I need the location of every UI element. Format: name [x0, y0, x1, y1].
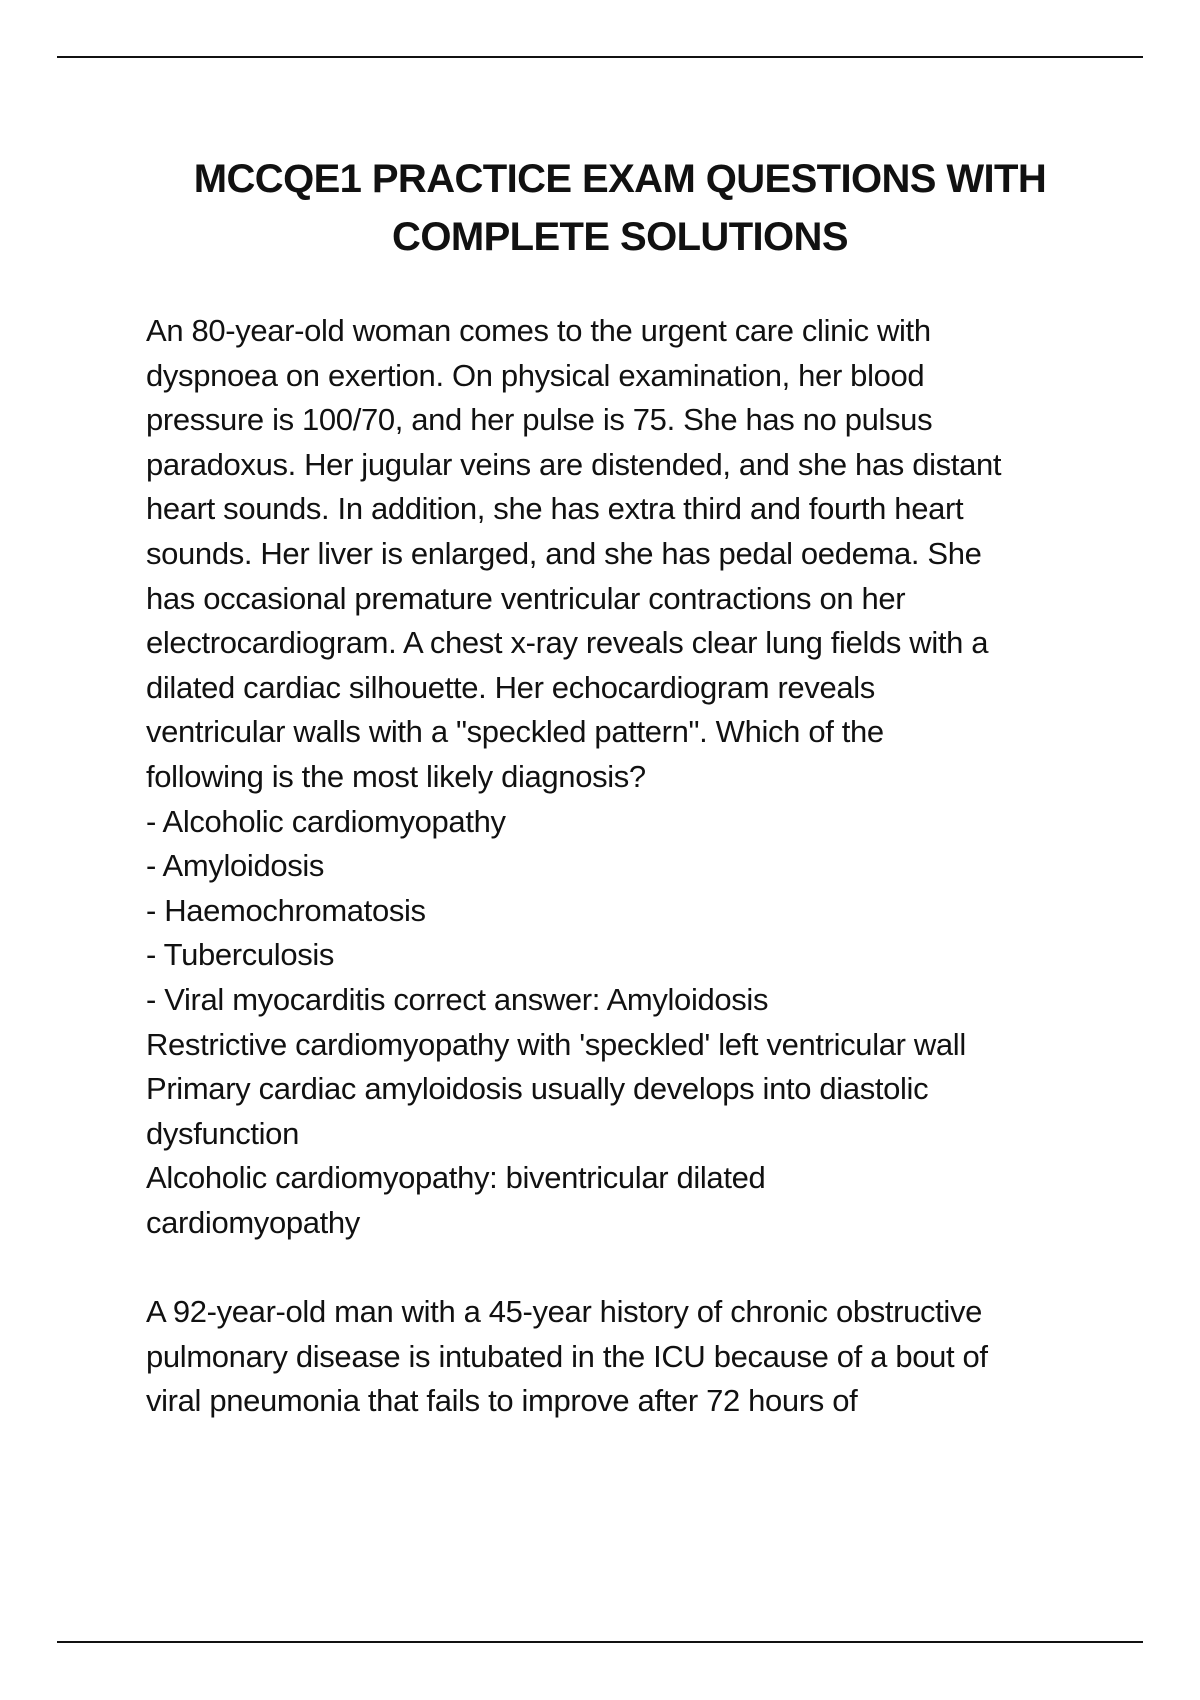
paragraph-gap	[146, 1245, 1146, 1290]
text-line: heart sounds. In addition, she has extra third and fourth heart	[146, 491, 964, 527]
question-1	[146, 309, 1146, 1245]
text-line: Restrictive cardiomyopathy with 'speckled' left ventricular wall	[146, 1026, 966, 1062]
text-line: Alcoholic cardiomyopathy: biventricular dilated	[146, 1160, 766, 1196]
text-line: has occasional premature ventricular contractions on her	[146, 580, 906, 616]
document-title	[120, 150, 1120, 266]
question-1-stem	[146, 309, 1146, 800]
text-line: dyspnoea on exertion. On physical examination, her blood	[146, 357, 925, 393]
question-1-options	[146, 800, 1146, 1023]
answer-option: - Viral myocarditis correct answer: Amyloidosis	[146, 981, 769, 1017]
text-line: sounds. Her liver is enlarged, and she has pedal oedema. She	[146, 535, 982, 571]
bottom-rule	[57, 1641, 1143, 1643]
text-line: cardiomyopathy	[146, 1204, 360, 1240]
text-line: pulmonary disease is intubated in the ICU because of a bout of	[146, 1338, 988, 1374]
question-2-stem	[146, 1290, 1146, 1424]
text-line: pressure is 100/70, and her pulse is 75. She has no pulsus	[146, 402, 933, 438]
answer-option: - Haemochromatosis	[146, 892, 426, 928]
text-line: ventricular walls with a "speckled pattern". Which of the	[146, 714, 884, 750]
text-line: Primary cardiac amyloidosis usually develops into diastolic	[146, 1071, 929, 1107]
top-rule	[57, 56, 1143, 58]
question-1-explanation	[146, 1023, 1146, 1246]
question-2	[146, 1290, 1146, 1424]
text-line: viral pneumonia that fails to improve after 72 hours of	[146, 1383, 858, 1419]
text-line: An 80-year-old woman comes to the urgent care clinic with	[146, 313, 931, 348]
document-body	[146, 309, 1146, 1424]
text-line: dysfunction	[146, 1115, 299, 1151]
text-line: electrocardiogram. A chest x-ray reveals clear lung fields with a	[146, 625, 989, 661]
text-line: dilated cardiac silhouette. Her echocardiogram reveals	[146, 669, 875, 705]
title-line: COMPLETE SOLUTIONS	[392, 215, 848, 259]
text-line: paradoxus. Her jugular veins are distended, and she has distant	[146, 446, 1002, 482]
answer-option: - Tuberculosis	[146, 937, 335, 973]
text-line: following is the most likely diagnosis?	[146, 758, 646, 794]
answer-option: - Alcoholic cardiomyopathy	[146, 803, 506, 839]
answer-option: - Amyloidosis	[146, 848, 325, 884]
text-line: A 92-year-old man with a 45-year history of chronic obstructive	[146, 1294, 983, 1330]
title-line: MCCQE1 PRACTICE EXAM QUESTIONS WITH	[193, 157, 1047, 201]
